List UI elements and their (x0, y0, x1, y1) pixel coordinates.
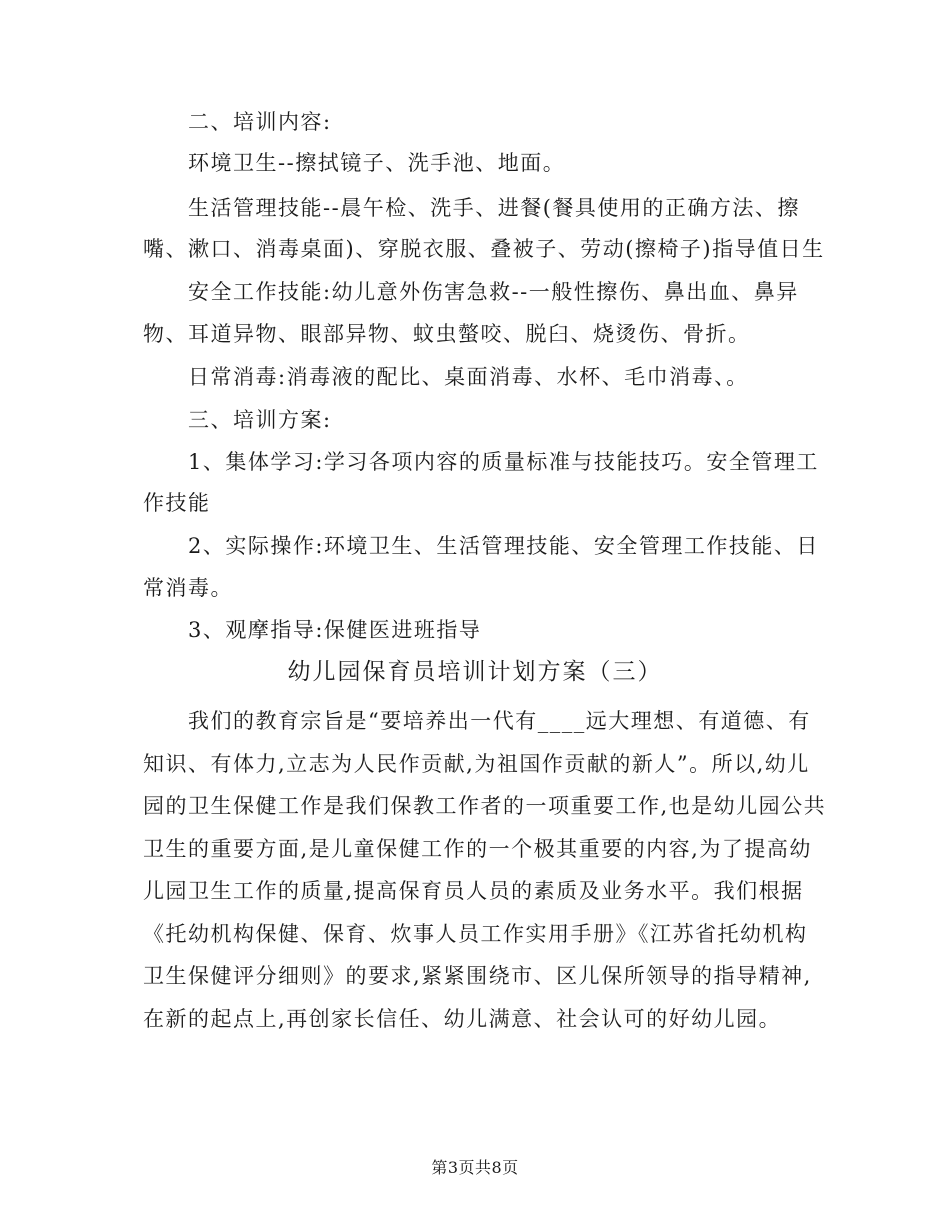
body-line: 知识、有体力,立志为人民作贡献,为祖国作贡献的新人”。所以,幼儿 (143, 752, 810, 776)
paragraph-line: 常消毒。 (143, 576, 233, 600)
body-line: 我们的教育宗旨是“要培养出一代有____远大理想、有道德、有 (188, 709, 811, 733)
body-line: 卫生保健评分细则》的要求,紧紧围绕市、区儿保所领导的指导精神, (143, 964, 812, 988)
paragraph-line: 2、实际操作:环境卫生、生活管理技能、安全管理工作技能、日 (188, 534, 819, 558)
paragraph-line: 嘴、漱口、消毒桌面)、穿脱衣服、叠被子、劳动(擦椅子)指导值日生 (143, 237, 825, 261)
heading-training-plan: 三、培训方案: (188, 408, 332, 432)
paragraph-line: 生活管理技能--晨午检、洗手、进餐(餐具使用的正确方法、擦 (188, 196, 800, 220)
body-line: 卫生的重要方面,是儿童保健工作的一个极其重要的内容,为了提高幼 (143, 837, 812, 861)
heading-training-content: 二、培训内容: (188, 110, 332, 134)
paragraph-line: 安全工作技能:幼儿意外伤害急救--一般性擦伤、鼻出血、鼻异 (188, 280, 799, 304)
body-line: 园的卫生保健工作是我们保教工作者的一项重要工作,也是幼儿园公共 (143, 794, 827, 818)
paragraph-line: 环境卫生--擦拭镜子、洗手池、地面。 (188, 151, 566, 175)
paragraph-line: 物、耳道异物、眼部异物、蚊虫螫咬、脱臼、烧烫伤、骨折。 (143, 322, 751, 346)
paragraph-line: 日常消毒:消毒液的配比、桌面消毒、水杯、毛巾消毒、。 (188, 365, 749, 389)
paragraph-line: 1、集体学习:学习各项内容的质量标准与技能技巧。安全管理工 (188, 450, 819, 474)
body-line: 在新的起点上,再创家长信任、幼儿满意、社会认可的好幼儿园。 (143, 1007, 782, 1031)
body-line: 《托幼机构保健、保育、炊事人员工作实用手册》《江苏省托幼机构 (143, 922, 808, 946)
section-title: 幼儿园保育员培训计划方案（三） (287, 659, 663, 685)
paragraph-line: 3、观摩指导:保健医进班指导 (188, 618, 482, 642)
body-line: 儿园卫生工作的质量,提高保育员人员的素质及业务水平。我们根据 (143, 879, 804, 903)
paragraph-line: 作技能 (143, 491, 211, 515)
page-number-footer: 第3页共8页 (431, 1158, 519, 1177)
